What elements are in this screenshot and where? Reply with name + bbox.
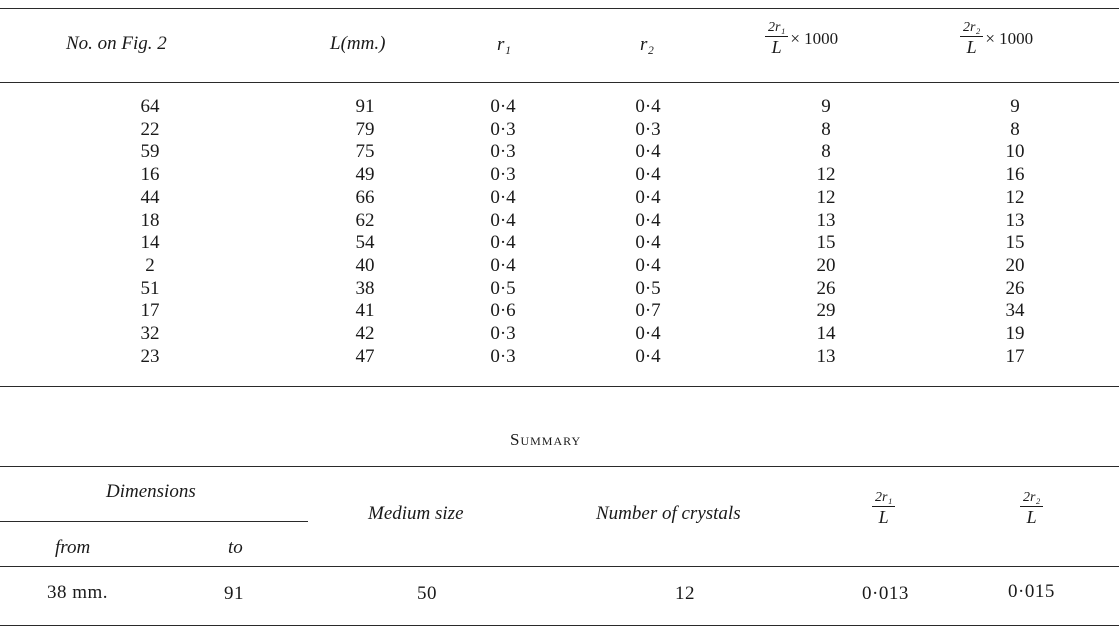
- table-cell: 0·7: [635, 300, 661, 322]
- header-r2: r₂: [640, 34, 654, 55]
- ratio2-denominator: L: [966, 37, 977, 57]
- table-cell: 26: [1005, 277, 1025, 299]
- table-cell: 34: [1005, 300, 1025, 322]
- table-cell: 51: [140, 277, 160, 299]
- table-cell: 12: [816, 186, 836, 208]
- header-ratio1: [765, 20, 838, 57]
- table-cell: 54: [355, 232, 375, 254]
- table-cell: 18: [140, 209, 160, 231]
- table-cell: 0·4: [635, 141, 661, 163]
- table-cell: 26: [816, 277, 836, 299]
- summary-to-value: 91: [224, 583, 244, 604]
- table-cell: 79: [355, 118, 375, 140]
- column-r1: [483, 96, 523, 368]
- table-cell: 16: [1005, 164, 1025, 186]
- summary-header-rule: [0, 566, 1119, 567]
- table-cell: 42: [355, 323, 375, 345]
- table-cell: 20: [816, 254, 836, 276]
- summary-ratio1-value: 0·013: [862, 583, 909, 604]
- table-cell: 0·4: [490, 96, 516, 117]
- table-cell: 15: [1005, 232, 1025, 254]
- table-cell: 2: [145, 254, 155, 276]
- summary-header-number-of-crystals: Number of crystals: [596, 503, 741, 524]
- table-cell: 64: [140, 96, 160, 117]
- ratio2-numerator: 2r₂: [960, 20, 983, 37]
- column-length: [345, 96, 385, 368]
- table-cell: 0·6: [490, 300, 516, 322]
- table-cell: 0·4: [635, 232, 661, 254]
- column-r2: [628, 96, 668, 368]
- header-no-on-fig: No. on Fig. 2: [66, 33, 167, 54]
- table-cell: 20: [1005, 254, 1025, 276]
- table-cell: 10: [1005, 141, 1025, 163]
- summary-ratio1-denominator: L: [878, 507, 889, 527]
- summary-title: Summary: [510, 430, 582, 449]
- table-cell: 0·4: [490, 209, 516, 231]
- top-rule: [0, 8, 1119, 9]
- table-cell: 14: [816, 323, 836, 345]
- ratio1-denominator: L: [771, 37, 782, 57]
- table-cell: 0·5: [490, 277, 516, 299]
- table-cell: 0·4: [635, 323, 661, 345]
- dimensions-underline: [0, 521, 308, 522]
- ratio1-multiplier: × 1000: [790, 28, 839, 48]
- table-cell: 49: [355, 164, 375, 186]
- table-cell: 16: [140, 164, 160, 186]
- table-cell: 14: [140, 232, 160, 254]
- table-cell: 44: [140, 186, 160, 208]
- summary-ratio2-value: 0·015: [1008, 581, 1055, 602]
- summary-ratio1-fraction: [872, 490, 895, 527]
- table-cell: 75: [355, 141, 375, 163]
- table-cell: 0·4: [490, 186, 516, 208]
- ratio2-fraction: [960, 20, 983, 57]
- table-cell: 41: [355, 300, 375, 322]
- table-cell: 0·4: [635, 345, 661, 367]
- table-cell: 29: [816, 300, 836, 322]
- table-cell: 62: [355, 209, 375, 231]
- table-cell: 0·4: [635, 96, 661, 117]
- table-cell: 17: [1005, 345, 1025, 367]
- table-cell: 0·4: [635, 164, 661, 186]
- table-cell: 0·3: [490, 118, 516, 140]
- table-cell: 13: [816, 345, 836, 367]
- summary-from-value: 38 mm.: [47, 582, 109, 603]
- column-ratio1: [806, 96, 846, 368]
- table-cell: 91: [355, 96, 375, 117]
- ratio1-fraction: [765, 20, 788, 57]
- table-cell: 59: [140, 141, 160, 163]
- table-cell: 23: [140, 345, 160, 367]
- table-cell: 22: [140, 118, 160, 140]
- header-r1: r₁: [497, 34, 511, 55]
- table-cell: 0·3: [490, 323, 516, 345]
- summary-header-from: from: [55, 537, 91, 558]
- table-bottom-rule: [0, 386, 1119, 387]
- column-no-on-fig: [130, 96, 170, 368]
- summary-header-ratio1: [872, 490, 895, 527]
- header-length: L(mm.): [330, 33, 386, 54]
- table-cell: 0·3: [635, 118, 661, 140]
- table-cell: 0·4: [635, 186, 661, 208]
- summary-ratio2-denominator: L: [1026, 507, 1037, 527]
- ratio2-multiplier: × 1000: [985, 28, 1034, 48]
- table-cell: 13: [1005, 209, 1025, 231]
- table-cell: 47: [355, 345, 375, 367]
- table-cell: 13: [816, 209, 836, 231]
- column-ratio2: [995, 96, 1035, 368]
- summary-header-to: to: [228, 537, 243, 558]
- summary-ratio2-fraction: [1020, 490, 1043, 527]
- table-cell: 15: [816, 232, 836, 254]
- table-cell: 40: [355, 254, 375, 276]
- ratio1-numerator: 2r₁: [765, 20, 788, 37]
- summary-header-medium-size: Medium size: [368, 503, 464, 524]
- summary-header-ratio2: [1020, 490, 1043, 527]
- summary-medium-size-value: 50: [417, 583, 437, 604]
- table-cell: 17: [140, 300, 160, 322]
- table-cell: 8: [821, 141, 831, 163]
- table-cell: 0·4: [635, 254, 661, 276]
- table-cell: 9: [821, 96, 831, 117]
- table-cell: 8: [821, 118, 831, 140]
- header-ratio2: [960, 20, 1033, 57]
- summary-header-dimensions: Dimensions: [106, 481, 196, 502]
- table-cell: 0·3: [490, 164, 516, 186]
- summary-ratio1-numerator: 2r₁: [872, 490, 895, 507]
- summary-ratio2-numerator: 2r₂: [1020, 490, 1043, 507]
- summary-bottom-rule: [0, 625, 1119, 626]
- table-cell: 9: [1010, 96, 1020, 117]
- table-cell: 12: [1005, 186, 1025, 208]
- table-cell: 8: [1010, 118, 1020, 140]
- summary-number-of-crystals-value: 12: [675, 583, 695, 604]
- table-cell: 19: [1005, 323, 1025, 345]
- table-cell: 0·4: [490, 254, 516, 276]
- table-cell: 0·4: [490, 232, 516, 254]
- table-cell: 12: [816, 164, 836, 186]
- table-cell: 66: [355, 186, 375, 208]
- table-cell: 32: [140, 323, 160, 345]
- table-cell: 38: [355, 277, 375, 299]
- header-rule: [0, 82, 1119, 83]
- table-cell: 0·3: [490, 141, 516, 163]
- table-cell: 0·4: [635, 209, 661, 231]
- table-cell: 0·3: [490, 345, 516, 367]
- table-cell: 0·5: [635, 277, 661, 299]
- summary-top-rule: [0, 466, 1119, 467]
